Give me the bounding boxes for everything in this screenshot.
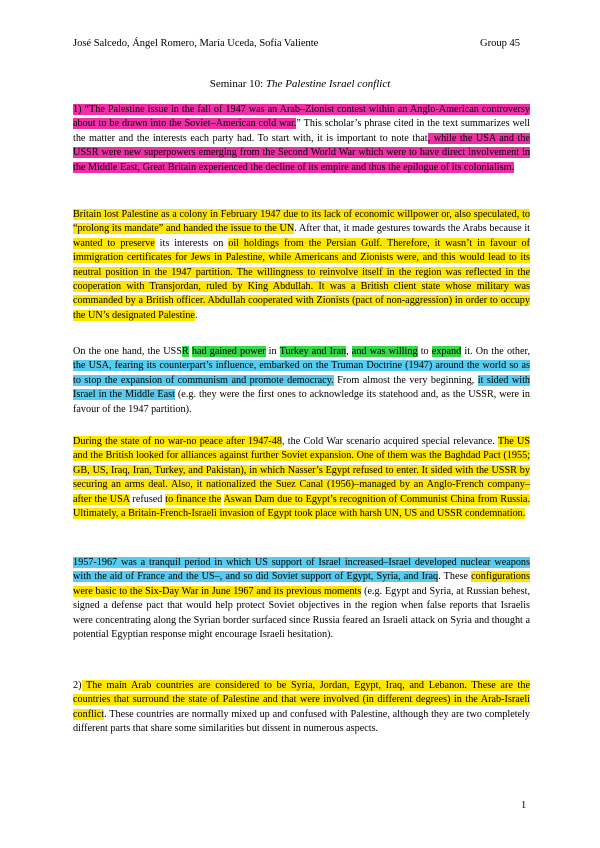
highlighted-text: had gained power: [191, 346, 266, 357]
document-title: [0, 78, 600, 90]
highlighted-text: The main Arab countries are considered to be Syria, Jordan, Egypt, Iraq, and Lebanon. These are the countries that surround the state of Palestine and that were involved (in different degrees) in the Arab-Israeli conflict: [73, 680, 530, 720]
paragraph-6: [73, 679, 530, 737]
text-run: ,: [346, 346, 352, 357]
paragraph-5: [73, 556, 530, 642]
highlighted-text: R: [181, 346, 189, 357]
text-run: to: [417, 346, 432, 357]
paragraph-3: [73, 345, 530, 417]
title-prefix: Seminar 10:: [209, 78, 266, 90]
text-run: . These: [438, 571, 472, 583]
highlighted-text: and was willing: [351, 346, 418, 357]
text-run: in: [265, 346, 280, 357]
highlighted-text: it sided with Israel in the Middle East: [73, 374, 530, 401]
text-run: ” This scholar’s phrase cited in the text summarizes well the matter and the interests each party had. To start with, it is important to note that: [73, 118, 530, 144]
highlighted-text: oil holdings from the Persian Gulf. Therefore, it wasn’t in favour of immigration certificates for Jews in Palestine, while Americans and Zionists were, and this would lead to its neutral position in the 1947 partition. The willingness to reinvolve itself in the region was reflected in the cooperation with Transjordan, ruled by King Abdullah. It was a British client state whose military was commanded by a British officer. Abdullah cooperated with Zionists (pact of non-aggression) in order to occupy the UN’s designated Palestine: [73, 237, 530, 321]
page-number: 1: [521, 800, 527, 811]
highlighted-text: 1): [73, 104, 85, 115]
text-run: refused: [129, 493, 166, 505]
text-run: On the one hand, the USS: [73, 346, 182, 357]
text-run: its interests on: [154, 237, 229, 249]
highlighted-text: to finance the: [165, 493, 222, 505]
paragraph-1: [73, 103, 530, 175]
highlighted-text: Aswan Dam: [223, 493, 275, 505]
highlighted-text: Britain lost Palestine as a colony in February 1947 due to its lack of economic willpower or, also speculated, to “prolong its mandate” and handed the issue to the UN: [73, 209, 530, 235]
text-run: .: [194, 309, 198, 321]
text-run: , the Cold War scenario acquired special relevance.: [281, 436, 498, 447]
highlighted-text: wanted to preserve: [73, 237, 155, 249]
paragraph-2: [73, 208, 530, 323]
authors-line: José Salcedo, Ángel Romero, María Uceda, Sofía Valiente: [73, 38, 319, 49]
page-header: [73, 38, 520, 52]
highlighted-text: The US and the British looked for alliances against further Soviet expansion. One of them was the Baghdad Pact (1955; GB, US, Iraq, Iran, Turkey, and Pakistan), in which Nasser’s Egypt refused to enter. It sided with the USSR by securing an arms deal. Also, it nationalized the Suez Canal (1956)–managed by an Anglo-French company–after the USA: [73, 436, 530, 505]
highlighted-text: due to Egypt’s recognition of Communist China from Russia. Ultimately, a Britain-French-Israeli invasion of Egypt took place with harsh UN, US and USSR condemnation.: [73, 493, 530, 520]
text-run: 2): [73, 680, 82, 691]
text-run: it. On the other,: [461, 346, 531, 357]
highlighted-text: Turkey and Iran: [279, 346, 347, 357]
text-run: . These countries are normally mixed up and confused with Palestine, although they are two completely different parts that share some similarities but dissent in numerous aspects.: [73, 708, 530, 735]
highlighted-text: During the state of no war-no peace after 1947-48: [73, 436, 282, 447]
title-topic: The Palestine Israel conflict: [265, 78, 391, 90]
highlighted-text: “The Palestine issue in the fall of 1947 was an Arab–Zionist contest within an Anglo-American controversy about to be drawn into the Soviet–American cold war.: [73, 104, 530, 130]
highlighted-text: configurations were basic to the Six-Day War in June 1967 and its previous moments: [73, 571, 530, 597]
text-run: From almost the very beginning,: [333, 374, 478, 386]
highlighted-text: , while the USA and the USSR were new superpowers emerging from the Second World War which were to have direct involvement in the Middle East, Great Britain experienced the decline of its empire and thus the epilogue of its colonialism.: [73, 132, 530, 173]
highlighted-text: expand: [431, 346, 462, 357]
highlighted-text: 1957-1967 was a tranquil period in which US support of Israel increased–Israel developed nuclear weapons with the aid of France and the US–, and so did Soviet support of Egypt, Syria, and Iraq: [73, 557, 530, 583]
highlighted-text: the USA, fearing its counterpart’s influence, embarked on the Truman Doctrine (1947) around the world so as to stop the expansion of communism and promote democracy.: [73, 360, 530, 386]
paragraph-4: [73, 435, 530, 521]
text-run: . After that, it made gestures towards the Arabs because it: [294, 223, 530, 235]
text-run: (e.g. Egypt and Syria, at Russian behest, signed a defense pact that would help protect Soviet objectives in the region when false reports that Israelis were concentrating along the Syrian border surfaced since Russia feared an Israeli attack on Syria and thought a potential Egyptian response might encourage Israeli hesitation).: [73, 585, 530, 641]
text-run: (e.g. they were the first ones to acknowledge its statehood and, as the USSR, were in favour of the 1947 partition).: [73, 389, 530, 415]
group-label: Group 45: [480, 38, 520, 49]
